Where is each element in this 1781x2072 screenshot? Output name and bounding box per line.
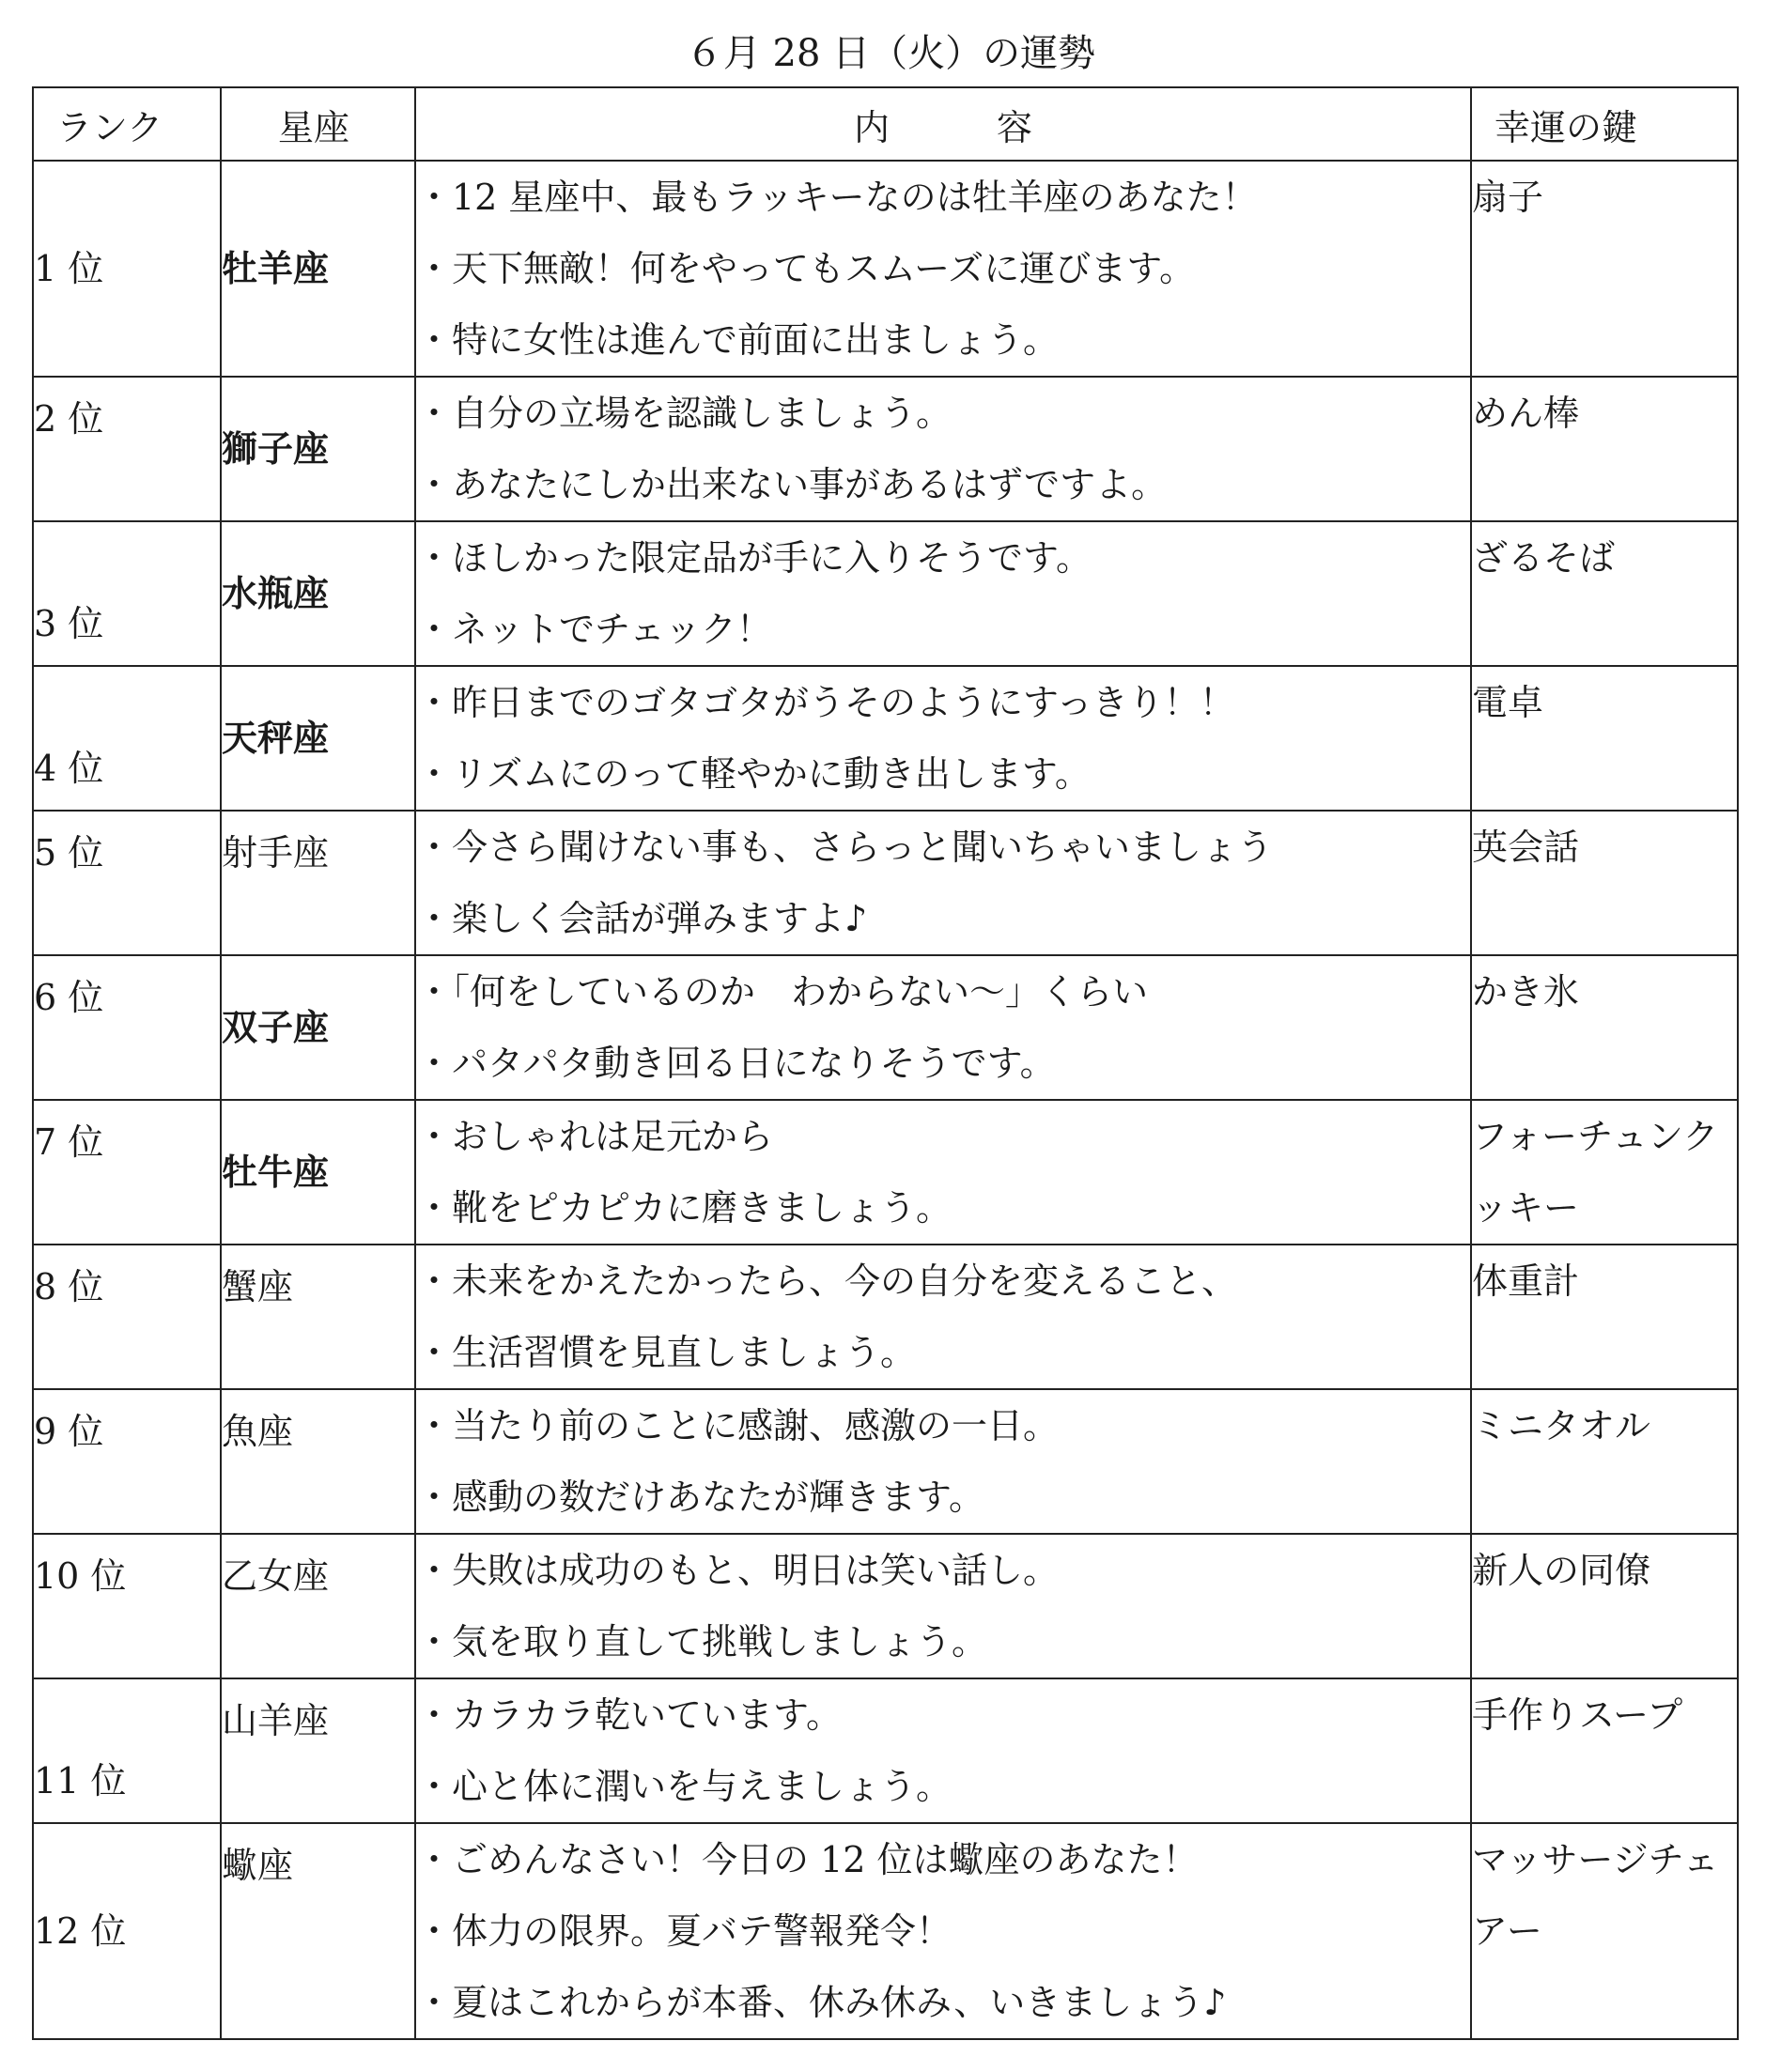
content-line: ・昨日までのゴタゴタがうそのようにすっきり！！ <box>416 682 1235 723</box>
table-row <box>33 1534 1738 1678</box>
key-cell: 新人の同僚 <box>1471 1534 1738 1678</box>
rank-cell: 3 位 <box>33 521 221 666</box>
table-row <box>33 377 1738 521</box>
sign-cell: 射手座 <box>221 811 415 955</box>
content-line: ・ごめんなさい！今日の 12 位は蠍座のあなた！ <box>416 1839 1199 1880</box>
rank-cell: 6 位 <box>33 955 221 1100</box>
content-line: ・夏はこれからが本番、休み休み、いきましょう♪ <box>416 1982 1227 2023</box>
content-cell <box>415 1534 1471 1678</box>
rank-cell: 1 位 <box>33 161 221 377</box>
content-cell <box>415 666 1471 811</box>
content-line: ・当たり前のことに感謝、感激の一日。 <box>416 1405 1060 1446</box>
header-sign: 星座 <box>221 87 415 161</box>
rank-cell: 10 位 <box>33 1534 221 1678</box>
content-line: ・12 星座中、最もラッキーなのは牡羊座のあなた！ <box>416 177 1258 218</box>
sign-cell: 天秤座 <box>221 666 415 811</box>
rank-cell: 4 位 <box>33 666 221 811</box>
content-line: ・あなたにしか出来ない事があるはずですよ。 <box>416 464 1168 505</box>
content-line: ・心と体に潤いを与えましょう。 <box>416 1766 952 1807</box>
content-line: ・生活習慣を見直しましょう。 <box>416 1332 917 1373</box>
key-cell: 電卓 <box>1471 666 1738 811</box>
table-row <box>33 955 1738 1100</box>
header-content: 内 容 <box>415 87 1471 161</box>
content-line: ・未来をかえたかったら、今の自分を変えること、 <box>416 1260 1238 1302</box>
sign-cell: 双子座 <box>221 955 415 1100</box>
content-line: ・自分の立場を認識しましょう。 <box>416 393 952 434</box>
sign-cell: 獅子座 <box>221 377 415 521</box>
table-row <box>33 1245 1738 1389</box>
content-line: ・カラカラ乾いています。 <box>416 1694 842 1736</box>
key-cell: ざるそば <box>1471 521 1738 666</box>
table-row <box>33 811 1738 955</box>
content-line: ・パタパタ動き回る日になりそうです。 <box>416 1043 1056 1084</box>
rank-cell: 12 位 <box>33 1823 221 2039</box>
key-cell: かき氷 <box>1471 955 1738 1100</box>
sign-cell: 牡羊座 <box>221 161 415 377</box>
content-cell <box>415 955 1471 1100</box>
table-row <box>33 1100 1738 1245</box>
content-cell <box>415 1823 1471 2039</box>
content-line: ・「何をしているのか わからない〜」くらい <box>416 971 1149 1013</box>
key-cell: ミニタオル <box>1471 1389 1738 1534</box>
rank-cell: 2 位 <box>33 377 221 521</box>
sign-cell: 牡牛座 <box>221 1100 415 1245</box>
rank-cell: 8 位 <box>33 1245 221 1389</box>
sign-cell: 山羊座 <box>221 1678 415 1823</box>
content-line: ・ほしかった限定品が手に入りそうです。 <box>416 537 1092 579</box>
header-rank: ランク <box>33 87 221 161</box>
header-row <box>33 87 1738 161</box>
rank-cell: 9 位 <box>33 1389 221 1534</box>
content-line: ・靴をピカピカに磨きましょう。 <box>416 1187 952 1229</box>
content-line: ・ネットでチェック！ <box>416 609 772 650</box>
key-cell: 体重計 <box>1471 1245 1738 1389</box>
table-row <box>33 1678 1738 1823</box>
sign-cell: 乙女座 <box>221 1534 415 1678</box>
key-cell: マッサージチェアー <box>1471 1823 1738 2039</box>
sign-cell: 蠍座 <box>221 1823 415 2039</box>
table-row <box>33 521 1738 666</box>
content-cell <box>415 1245 1471 1389</box>
content-line: ・気を取り直して挑戦しましょう。 <box>416 1621 988 1662</box>
rank-cell: 11 位 <box>33 1678 221 1823</box>
rank-cell: 5 位 <box>33 811 221 955</box>
content-cell <box>415 1100 1471 1245</box>
key-cell: 扇子 <box>1471 161 1738 377</box>
content-line: ・失敗は成功のもと、明日は笑い話し。 <box>416 1550 1060 1591</box>
content-line: ・リズムにのって軽やかに動き出します。 <box>416 753 1091 795</box>
content-line: ・今さら聞けない事も、さらっと聞いちゃいましょう <box>416 827 1274 868</box>
content-cell <box>415 377 1471 521</box>
key-cell: めん棒 <box>1471 377 1738 521</box>
key-cell: 手作りスープ <box>1471 1678 1738 1823</box>
content-cell <box>415 811 1471 955</box>
key-cell: フォーチュンクッキー <box>1471 1100 1738 1245</box>
sign-cell: 水瓶座 <box>221 521 415 666</box>
sign-cell: 魚座 <box>221 1389 415 1534</box>
rank-cell: 7 位 <box>33 1100 221 1245</box>
page-title: ６月 28 日（火）の運勢 <box>685 32 1096 75</box>
sign-cell: 蟹座 <box>221 1245 415 1389</box>
key-cell: 英会話 <box>1471 811 1738 955</box>
content-cell <box>415 1389 1471 1534</box>
content-cell <box>415 521 1471 666</box>
table-row <box>33 161 1738 377</box>
content-cell <box>415 161 1471 377</box>
content-line: ・おしゃれは足元から <box>416 1116 774 1157</box>
content-line: ・体力の限界。夏バテ警報発令！ <box>416 1910 952 1952</box>
fortune-table <box>32 86 1739 2040</box>
content-cell <box>415 1678 1471 1823</box>
table-row <box>33 1823 1738 2039</box>
content-line: ・楽しく会話が弾みますよ♪ <box>416 898 868 939</box>
content-line: ・感動の数だけあなたが輝きます。 <box>416 1477 984 1518</box>
table-row <box>33 1389 1738 1534</box>
header-key: 幸運の鍵 <box>1471 87 1738 161</box>
content-line: ・特に女性は進んで前面に出ましょう。 <box>416 319 1060 361</box>
content-line: ・天下無敵！何をやってもスムーズに運びます。 <box>416 248 1196 289</box>
table-row <box>33 666 1738 811</box>
